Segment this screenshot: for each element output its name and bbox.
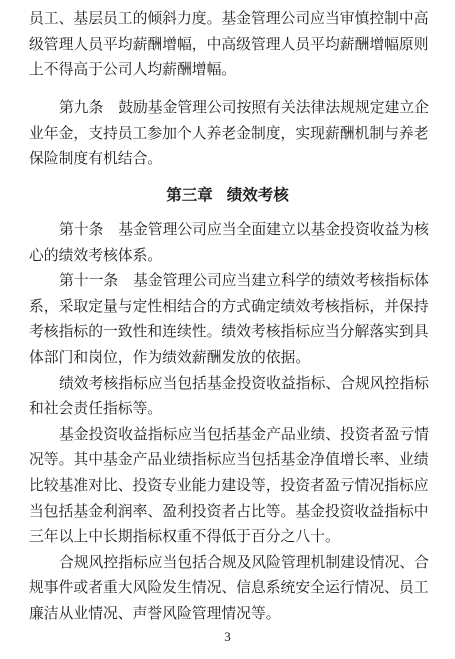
paragraph-line: 和社会责任指标等。 [29, 400, 163, 418]
paragraph-line: 绩效考核指标应当包括基金投资收益指标、合规风控指标 [59, 374, 429, 392]
paragraph-line: 考核指标的一致性和连续性。绩效考核指标应当分解落实到具 [29, 323, 429, 341]
paragraph-line: 三年以上中长期指标权重不得低于百分之八十。 [29, 528, 340, 546]
paragraph-line: 比较基准对比、投资专业能力建设等，投资者盈亏情况指标应 [29, 477, 429, 494]
article-10-line: 第十条 基金管理公司应当全面建立以基金投资收益为核 [59, 221, 429, 238]
paragraph-line: 系，采取定量与定性相结合的方式确定绩效考核指标，并保持 [29, 297, 429, 315]
chapter-heading [0, 183, 455, 207]
paragraph-line: 合规风控指标应当包括合规及风险管理机制建设情况、合 [59, 553, 429, 571]
page-number: 3 [224, 629, 231, 644]
paragraph-line: 基金投资收益指标应当包括基金产品业绩、投资者盈亏情 [59, 425, 429, 443]
paragraph-line: 员工、基层员工的倾斜力度。基金管理公司应当审慎控制中高 [29, 10, 429, 27]
paragraph-line: 当包括基金利润率、盈利投资者占比等。基金投资收益指标中 [29, 502, 429, 520]
paragraph-line: 廉洁从业情况、声誉风险管理情况等。 [29, 605, 281, 622]
paragraph-line: 规事件或者重大风险发生情况、信息系统安全运行情况、员工 [29, 579, 429, 597]
paragraph-line: 业年金，支持员工参加个人养老金制度，实现薪酬机制与养老 [29, 124, 429, 142]
paragraph-line: 心的绩效考核体系。 [29, 246, 163, 264]
chapter-number: 第三章 [166, 186, 213, 204]
paragraph-line: 上不得高于公司人均薪酬增幅。 [29, 61, 237, 79]
paragraph-line: 况等。其中基金产品业绩指标应当包括基金净值增长率、业绩 [29, 451, 429, 469]
paragraph-line: 保险制度有机结合。 [29, 150, 163, 168]
paragraph-line: 体部门和岗位，作为绩效薪酬发放的依据。 [29, 349, 311, 366]
article-11-line: 第十一条 基金管理公司应当建立科学的绩效考核指标体 [59, 272, 429, 290]
paragraph-line: 级管理人员平均薪酬增幅，中高级管理人员平均薪酬增幅原则 [29, 35, 429, 53]
chapter-title: 绩效考核 [226, 186, 289, 204]
article-9-line: 第九条 鼓励基金管理公司按照有关法律法规规定建立企 [59, 99, 429, 116]
